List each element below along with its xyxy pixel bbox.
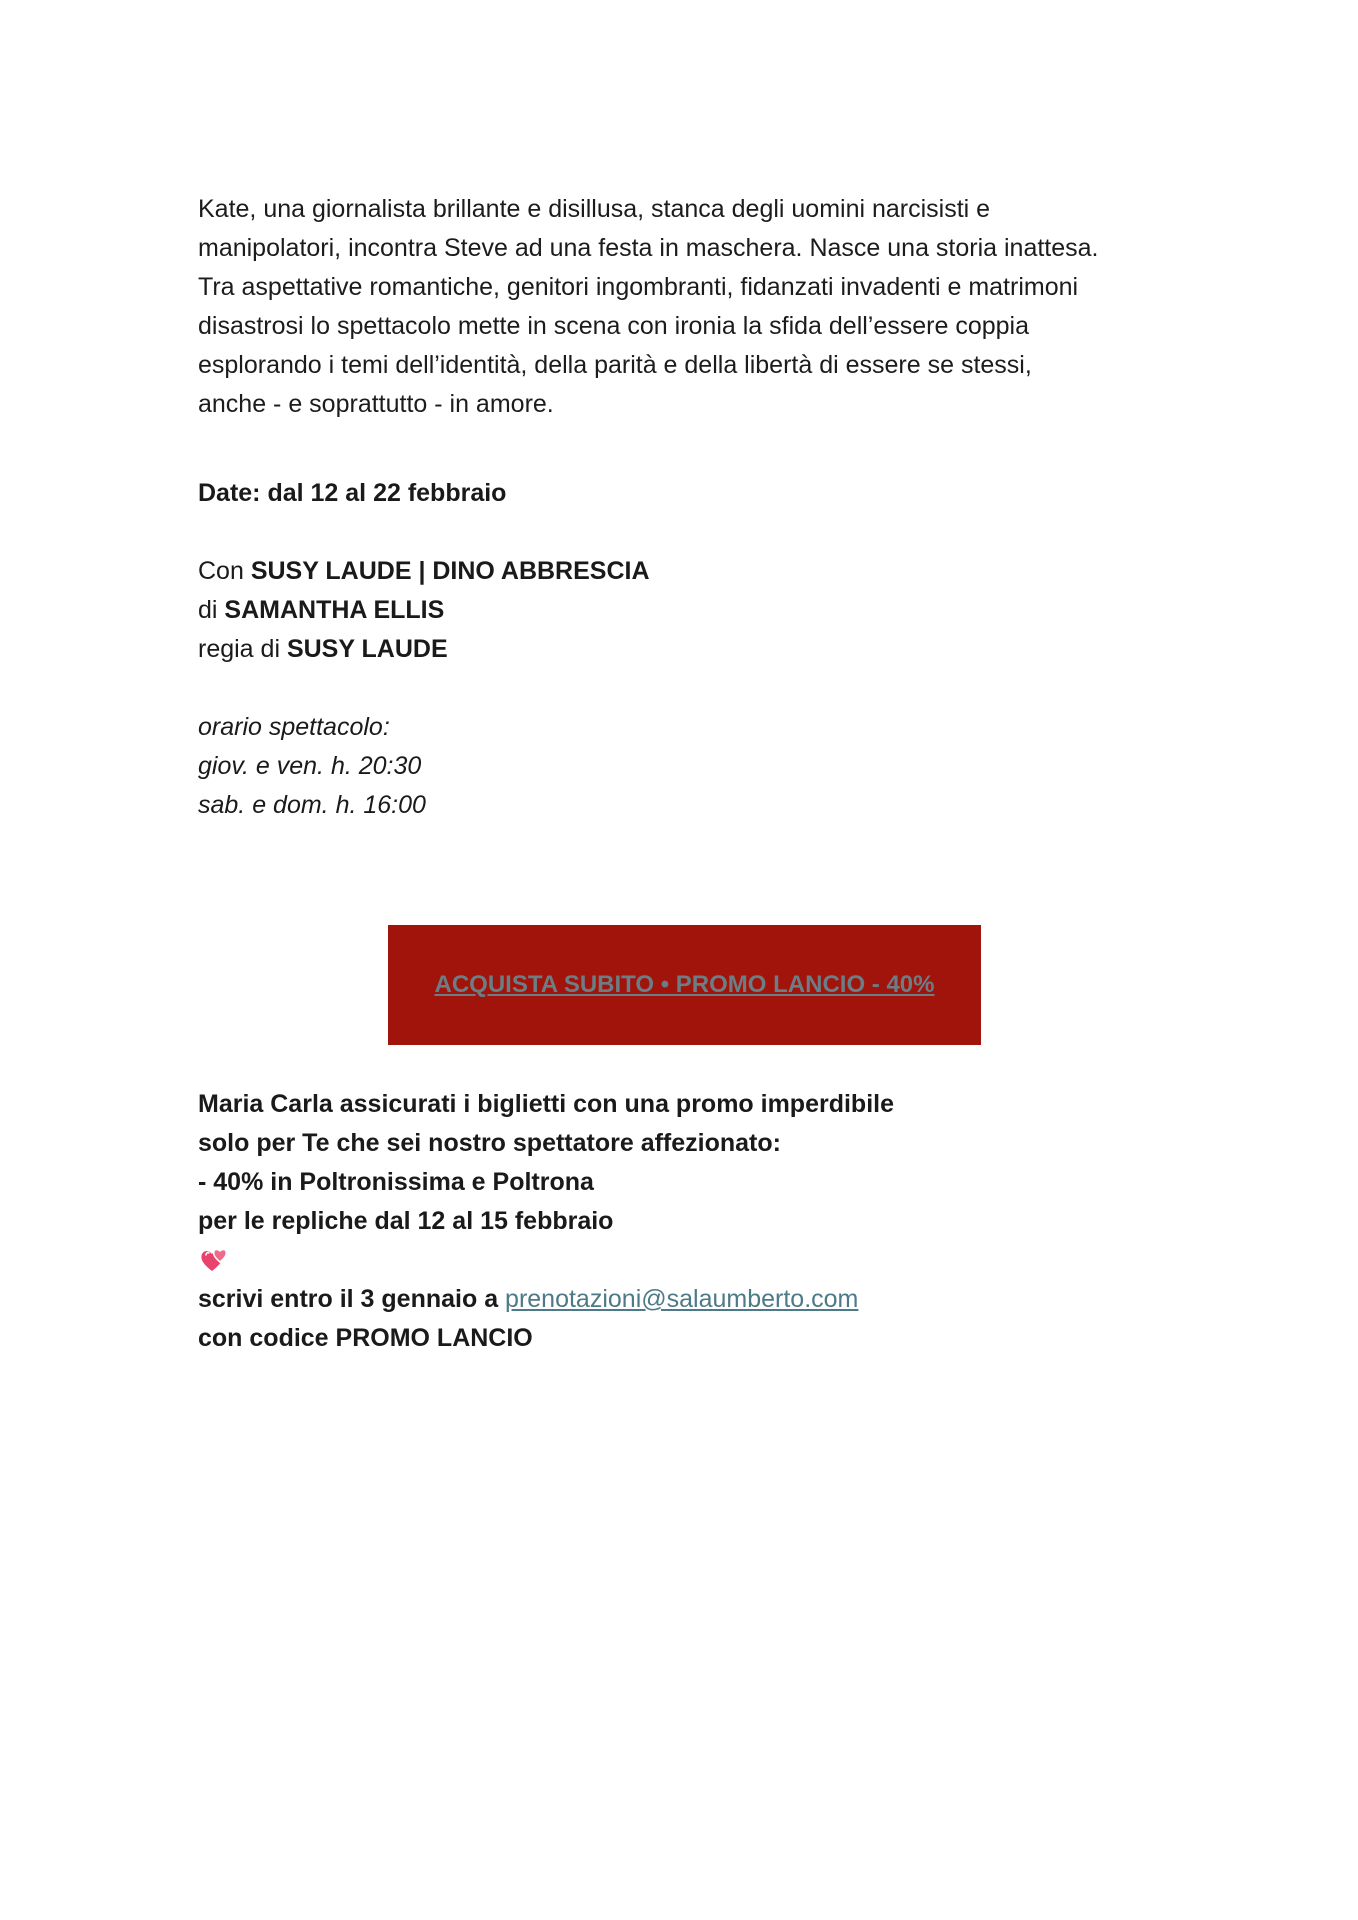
promo-line: - 40% in Poltronissima e Poltrona <box>198 1168 594 1196</box>
schedule <box>198 708 1178 825</box>
write-prefix: scrivi entro il 3 gennaio a <box>198 1285 506 1313</box>
intro-paragraph <box>198 190 1178 424</box>
promo-line: solo per Te che sei nostro spettatore affezionato: <box>198 1129 781 1157</box>
intro-line: manipolatori, incontra Steve ad una festa in maschera. Nasce una storia inattesa. <box>198 234 1099 262</box>
buy-now-link[interactable]: ACQUISTA SUBITO • PROMO LANCIO - 40% <box>434 971 935 998</box>
cast-prefix: Con <box>198 557 251 585</box>
promo-line: Maria Carla assicurati i biglietti con una promo imperdibile <box>198 1090 894 1118</box>
director-line <box>198 630 1178 669</box>
cast-line <box>198 552 1178 591</box>
buy-now-button[interactable] <box>388 925 981 1045</box>
schedule-weekend: sab. e dom. h. 16:00 <box>198 791 426 819</box>
director-prefix: regia di <box>198 635 287 663</box>
promo-code-line: con codice PROMO LANCIO <box>198 1324 533 1352</box>
intro-line: disastrosi lo spettacolo mette in scena con ironia la sfida dell’essere coppia <box>198 312 1030 340</box>
credits <box>198 552 1178 669</box>
email-line <box>198 1280 1178 1319</box>
director-name: SUSY LAUDE <box>286 635 448 663</box>
schedule-heading: orario spettacolo: <box>198 713 390 741</box>
intro-line: anche - e soprattutto - in amore. <box>198 390 554 418</box>
intro-line: Tra aspettative romantiche, genitori ingombranti, fidanzati invadenti e matrimoni <box>198 273 1079 301</box>
author-line <box>198 591 1178 630</box>
content <box>198 190 1178 1358</box>
intro-line: Kate, una giornalista brillante e disillusa, stanca degli uomini narcisisti e <box>198 195 991 223</box>
show-dates: Date: dal 12 al 22 febbraio <box>198 479 507 507</box>
email-link[interactable]: prenotazioni@salaumberto.com <box>505 1285 859 1313</box>
author-name: SAMANTHA ELLIS <box>224 596 445 624</box>
cast-names: SUSY LAUDE | DINO ABBRESCIA <box>250 557 650 585</box>
two-hearts-icon <box>198 1241 234 1280</box>
author-prefix: di <box>198 596 225 624</box>
promo-line: per le repliche dal 12 al 15 febbraio <box>198 1207 614 1235</box>
intro-line: esplorando i temi dell’identità, della parità e della libertà di essere se stessi, <box>198 351 1032 379</box>
schedule-weekday: giov. e ven. h. 20:30 <box>198 752 422 780</box>
heart-line <box>198 1241 1178 1280</box>
cta-wrapper <box>198 925 1178 1045</box>
promo-block <box>198 1085 1178 1358</box>
